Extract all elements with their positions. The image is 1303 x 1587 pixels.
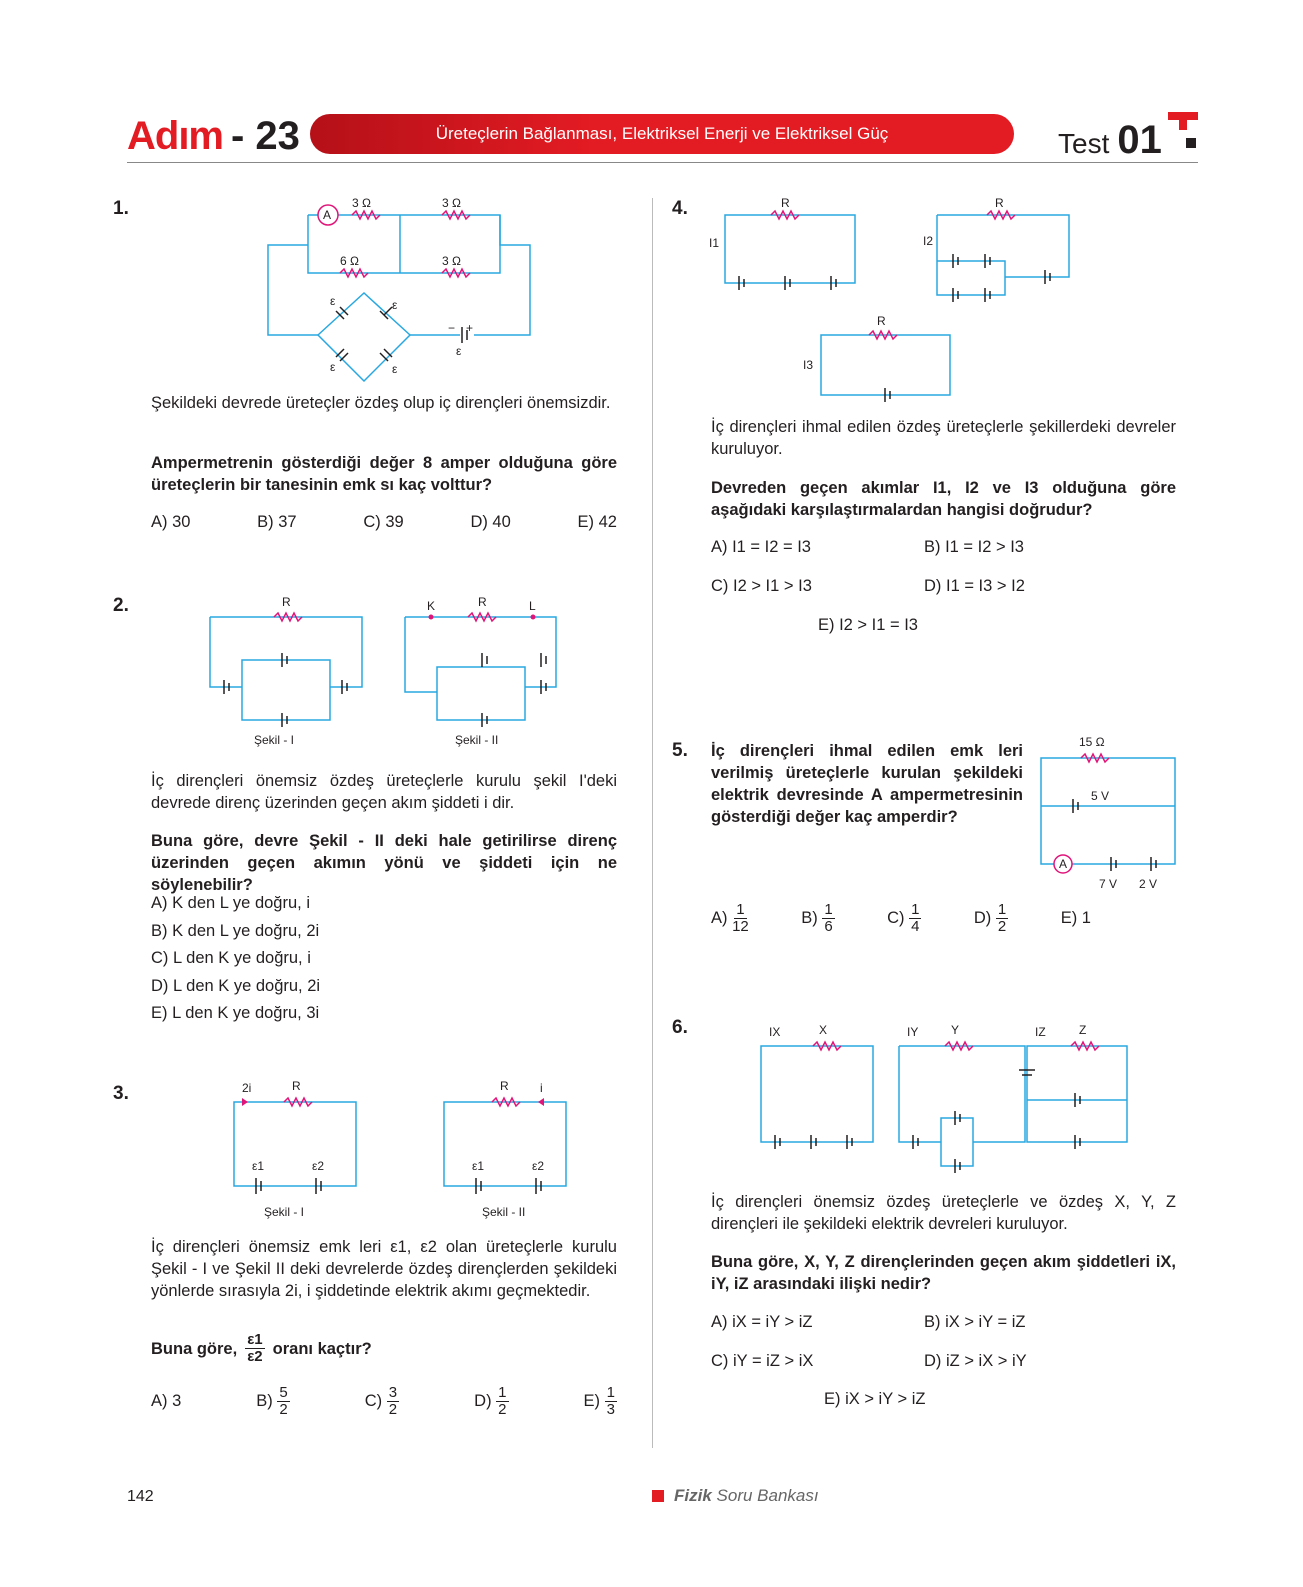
- q1-option-a[interactable]: A) 30: [151, 513, 191, 531]
- q5-option-d[interactable]: D) $\frac{1}{2}$: [973, 901, 1007, 935]
- q4-circuit-diagram: [705, 195, 1085, 405]
- q5-option-a[interactable]: A) $\frac{1}{12}$: [711, 901, 749, 935]
- q3-options: [151, 1385, 617, 1418]
- q6-number: 6.: [672, 1017, 688, 1038]
- q1-question: Ampermetrenin gösterdiği değer 8 amper olduğuna göre üreteçlerin bir tanesinin emk sı kaç volttur?: [151, 454, 617, 494]
- svg-text:+: +: [466, 321, 474, 335]
- q2-option-b[interactable]: B) K den L ye doğru, 2i: [151, 921, 320, 940]
- test-label: [1058, 118, 1162, 163]
- q4-option-e[interactable]: E) I2 > I1 = I3: [818, 616, 918, 634]
- q4-r-label: R: [877, 314, 886, 328]
- q3-e2-label: ε2: [312, 1159, 325, 1173]
- q4-option-d[interactable]: D) I1 = I3 > I2: [924, 577, 1025, 595]
- q2-r-label: R: [478, 595, 487, 609]
- q3-e1-label: ε1: [252, 1159, 265, 1173]
- q5-options: [711, 902, 1091, 935]
- q6-x-label: X: [819, 1023, 828, 1037]
- q4-number: 4.: [672, 198, 688, 219]
- q2-fig1-label: Şekil - I: [254, 733, 295, 747]
- q2-r-label: R: [282, 595, 291, 609]
- q1-emf-label: ε: [456, 344, 462, 358]
- q1-emf-label: ε: [392, 298, 398, 312]
- q6-iy-label: IY: [907, 1025, 919, 1039]
- q5-v2-label: 7 V: [1099, 877, 1118, 891]
- q5-option-e[interactable]: E) 1: [1060, 909, 1091, 927]
- q5-number: 5.: [672, 740, 688, 761]
- q3-circuit-diagram: [230, 1078, 580, 1218]
- q3-r-label: R: [292, 1079, 301, 1093]
- q1-emf-label: ε: [330, 360, 336, 374]
- q3-option-c[interactable]: C) $\frac{3}{2}$: [364, 1384, 398, 1418]
- q6-option-d[interactable]: D) iZ > iX > iY: [924, 1352, 1027, 1370]
- q4-question: Devreden geçen akımlar I1, I2 ve I3 olduğuna göre aşağıdaki karşılaştırmalardan hangisi doğrudur?: [711, 479, 1176, 519]
- q4-text: İç dirençleri ihmal edilen özdeş üreteçlerle şekillerdeki devreler kuruluyor.: [711, 418, 1176, 458]
- svg-text:−: −: [448, 321, 456, 335]
- q3-option-a[interactable]: A) 3: [151, 1392, 182, 1410]
- column-divider: [652, 198, 653, 1448]
- q3-current1-label: 2i: [242, 1081, 252, 1095]
- q3-option-b[interactable]: B) $\frac{5}{2}$: [256, 1384, 288, 1418]
- q3-fig1-label: Şekil - I: [264, 1205, 305, 1219]
- q6-text: İç dirençleri önemsiz özdeş üreteçlerle ve özdeş X, Y, Z dirençleri ile şekildeki elektrik devreleri kuruluyor.: [711, 1193, 1176, 1233]
- q2-l-label: L: [529, 599, 536, 613]
- q4-option-b[interactable]: B) I1 = I2 > I3: [924, 538, 1024, 556]
- q5-question: İç dirençleri ihmal edilen emk leri verilmiş üreteçlerle kurulan şekildeki elektrik devresinde A ampermetresinin gösterdiği değer kaç amperdir?: [711, 742, 1023, 826]
- publisher-logo-icon: [1168, 112, 1200, 152]
- q2-k-label: K: [427, 599, 436, 613]
- q3-question: [151, 1332, 372, 1365]
- q3-ratio: [245, 1332, 264, 1365]
- q3-text: İç dirençleri önemsiz emk leri ε1, ε2 olan üreteçlerle kurulu Şekil - I ve Şekil II deki devrelerde özdeş dirençlerden şekildeki yönlerde sırasıyla 2i, i şiddetinde elektrik akımı geçmektedir.: [151, 1238, 617, 1300]
- q6-y-label: Y: [951, 1023, 960, 1037]
- q1-r4-label: 3 Ω: [442, 254, 461, 268]
- footer-brand-bold: Fizik: [674, 1486, 712, 1505]
- q3-number: 3.: [113, 1083, 129, 1104]
- q2-option-e[interactable]: E) L den K ye doğru, 3i: [151, 1004, 320, 1022]
- q2-number: 2.: [113, 595, 129, 616]
- q6-iz-label: IZ: [1035, 1025, 1046, 1039]
- q5-option-b[interactable]: B) $\frac{1}{6}$: [801, 901, 833, 935]
- q3-r-label: R: [500, 1079, 509, 1093]
- q2-text: İç dirençleri önemsiz özdeş üreteçlerle kurulu şekil I'deki devrede direnç üzerinden geçen akım şiddeti i dir.: [151, 772, 617, 812]
- q6-option-b[interactable]: B) iX > iY = iZ: [924, 1313, 1026, 1331]
- q1-circuit-diagram: [260, 195, 550, 395]
- q5-option-c[interactable]: C) $\frac{1}{4}$: [887, 901, 920, 935]
- q2-option-a[interactable]: A) K den L ye doğru, i: [151, 894, 310, 912]
- q6-question: Buna göre, X, Y, Z dirençlerinden geçen akım şiddetleri iX, iY, iZ arasındaki ilişki nedir?: [711, 1253, 1176, 1293]
- footer-brand: [652, 1486, 819, 1506]
- q5-v1-label: 5 V: [1091, 789, 1110, 803]
- q4-option-a[interactable]: A) I1 = I2 = I3: [711, 538, 811, 556]
- q1-r2-label: 3 Ω: [442, 196, 461, 210]
- footer-brand-rest: Soru Bankası: [716, 1486, 819, 1505]
- q6-z-label: Z: [1079, 1023, 1087, 1037]
- q1-text: Şekildeki devrede üreteçler özdeş olup iç dirençleri önemsizdir.: [151, 394, 611, 412]
- brand-name: Adım: [127, 113, 223, 158]
- q6-option-e[interactable]: E) iX > iY > iZ: [824, 1390, 926, 1408]
- q4-r-label: R: [995, 196, 1004, 210]
- q3-option-d[interactable]: D) $\frac{1}{2}$: [474, 1384, 507, 1418]
- q1-r3-label: 6 Ω: [340, 254, 359, 268]
- q2-option-d[interactable]: D) L den K ye doğru, 2i: [151, 976, 321, 995]
- q3-ratio-den: ε2: [247, 1348, 263, 1365]
- test-word: Test: [1058, 128, 1110, 159]
- page-number: 142: [127, 1488, 154, 1505]
- q4-option-c[interactable]: C) I2 > I1 > I3: [711, 577, 812, 595]
- q3-current2-label: i: [540, 1081, 543, 1095]
- step-number: - 23: [231, 113, 300, 158]
- test-number: 01: [1117, 118, 1162, 162]
- q2-circuit-diagram: [200, 592, 570, 752]
- q4-r-label: R: [781, 196, 790, 210]
- q2-option-c[interactable]: C) L den K ye doğru, i: [151, 949, 311, 967]
- q1-emf-label: ε: [330, 294, 336, 308]
- q1-option-b[interactable]: B) 37: [257, 513, 297, 531]
- header-rule: [127, 162, 1198, 163]
- q5-circuit-diagram: [1035, 732, 1185, 897]
- q6-option-a[interactable]: A) iX = iY > iZ: [711, 1313, 813, 1331]
- footer-square-icon: [652, 1490, 664, 1502]
- q3-e2-label: ε2: [532, 1159, 545, 1173]
- q3-option-e[interactable]: E) $\frac{1}{3}$: [583, 1384, 615, 1418]
- q4-i1-label: I1: [709, 236, 720, 250]
- q1-options: [151, 513, 617, 532]
- q2-question: Buna göre, devre Şekil - II deki hale getirilirse direnç üzerinden geçen akımın yönü ve şiddeti için ne söylenebilir?: [151, 832, 617, 894]
- q3-question-pre: Buna göre,: [151, 1339, 238, 1358]
- q1-option-d[interactable]: D) 40: [470, 513, 511, 531]
- q4-i3-label: I3: [803, 358, 814, 372]
- q3-e1-label: ε1: [472, 1159, 485, 1173]
- brand-logo: [127, 112, 300, 160]
- q1-emf-label: ε: [392, 362, 398, 376]
- q1-number: 1.: [113, 198, 129, 219]
- q5-r-label: 15 Ω: [1079, 735, 1105, 749]
- q2-options: [151, 890, 320, 1028]
- q1-option-c[interactable]: C) 39: [363, 513, 404, 531]
- q5-ammeter-label: A: [1059, 857, 1068, 871]
- q1-ammeter-label: A: [323, 208, 332, 222]
- q2-fig2-label: Şekil - II: [455, 733, 499, 747]
- q4-i2-label: I2: [923, 234, 934, 248]
- q3-fig2-label: Şekil - II: [482, 1205, 526, 1219]
- q5-v3-label: 2 V: [1139, 877, 1158, 891]
- q6-circuit-diagram: [755, 1018, 1135, 1178]
- q1-option-e[interactable]: E) 42: [577, 513, 617, 531]
- q3-question-post: oranı kaçtır?: [272, 1339, 372, 1358]
- q6-option-c[interactable]: C) iY = iZ > iX: [711, 1352, 814, 1370]
- q3-ratio-num: ε1: [247, 1331, 263, 1348]
- topic-banner: Üreteçlerin Bağlanması, Elektriksel Enerji ve Elektriksel Güç: [310, 114, 1014, 154]
- q6-ix-label: IX: [769, 1025, 781, 1039]
- q1-r1-label: 3 Ω: [352, 196, 371, 210]
